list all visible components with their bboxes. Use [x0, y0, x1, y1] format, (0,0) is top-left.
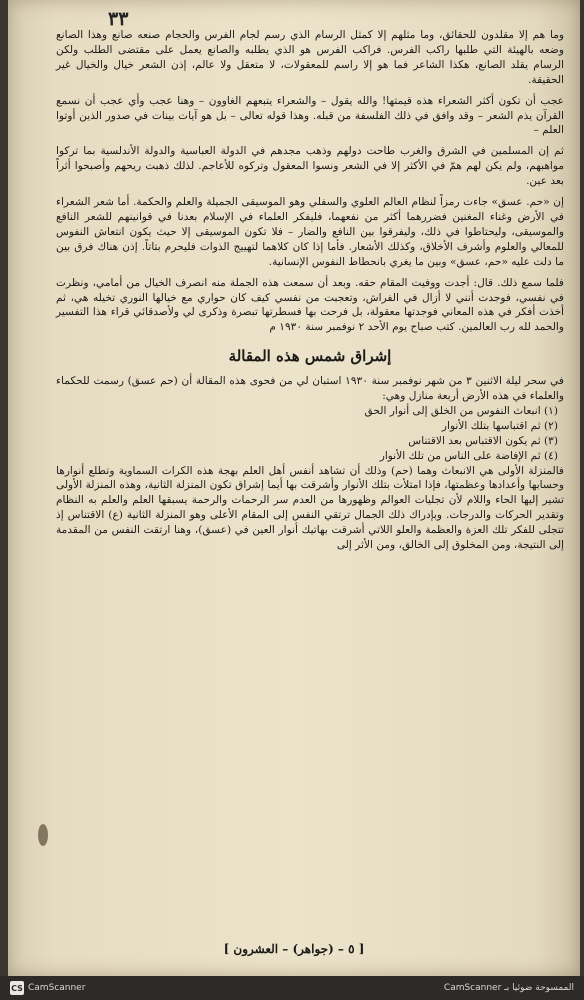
section-intro: في سحر ليلة الاثنين ٣ من شهر نوفمبر سنة ١٩٣٠ استبان لي من فحوى هذه المقالة أن (حم عسق) رسمت للحكماء والعلماء في هذه الأرض أربعة منازل وهي: [56, 375, 565, 403]
list-item: (٣) ثم يكون الاقتباس بعد الاقتناس [408, 434, 558, 447]
scanner-brand-label: CamScanner [28, 983, 86, 993]
document-page [8, 0, 580, 976]
list-item: (١) انبعاث النفوس من الخلق إلى أنوار الحق [364, 404, 558, 417]
page-footer: [ ٥ – (جواهر) – العشرون ] [223, 942, 365, 956]
scanner-watermark-bar [0, 976, 584, 1000]
scanner-watermark-text: الممسوحة ضوئيا بـ CamScanner [443, 983, 574, 993]
body-text [56, 28, 564, 553]
list-item: (٢) ثم اقتباسها بتلك الأنوار [441, 419, 558, 432]
binding-hole [38, 824, 48, 846]
paragraph: إن «حم. عسق» جاءت رمزاً لنظام العالم العلوي والسفلي وهو الموسيقى الجميلة والعلم والحكمة. أما شعر الشعراء في الأرض وغناء المغنين فضررهما أكثر من نفعهما، فليفكر العلماء في الإسلام بعدنا في قوانينهم للشعر النافع والموسيقى، وليحتاطوا في ذلك، وليفرقوا بين النافع والضار – فلا تكون الموسيقى إلا حيث يكون انتعاش النفوس للمعالي والعلوم وأشرف الأخلاق، وكذلك الأشعار. فأما إذا كان كلاهما لتهييج الذوات فليحرم بتاتاً. إذن هناك فرق بين ما دلت عليه «حم، عسق» وبين ما يغري بانحطاط النفوس الإنسانية. [56, 196, 564, 268]
section-title: إشراق شمس هذه المقالة [228, 347, 392, 366]
page-number: ٣٣ [108, 8, 129, 30]
paragraph: وما هم إلا مقلدون للحقائق، وما مثلهم إلا كمثل الرسام الذي رسم لجام الفرس والحجام صنعه صانع وهذا الصانع وضعه بالهيئة التي طلبها راكب الفرس. فراكب الفرس هو الذي يطلبه والصانع يعمل على مقتضى الطلب ولكن الرسام يقلد الصانع، هكذا الشاعر فما هو إلا راسم للمعقولات، لا متعقل ولا عالم، إذن الشعر خيال والخيال غير الحقيقة. [56, 29, 564, 86]
paragraph: ثم إن المسلمين في الشرق والغرب طاحت دولهم وذهب مجدهم في الدولة العباسية والدولة الأندلسية بما تركوا مواهبهم، ولم يكن لهم همّ في الأكثر إلا في الشعر ونسوا المعقول وتركوه للأعاجم. لذلك ذهبت ريحهم وأصبحوا أثراً بعد عين. [56, 145, 564, 188]
list-item: (٤) ثم الإفاضة على الناس من تلك الأنوار [379, 449, 558, 462]
paragraph: فالمنزلة الأولى هي الانبعاث وهما (حم) وذلك أن تشاهد أنفس أهل العلم بهجة هذه الكرات السماوية وتطلع أنوارها وحسابها وأعدادها وعظمتها، فإذا امتلأت بتلك الأنوار وأشرقت بها أيما إشراق تكون المنزلة الثانية، وهذه المنزلة الأولى تشير إليها الحاء واللام لأن تجليات العوالم وظهورها من العدم سر الرحمات والرحمة يسبقها العلم والعلم به النظام وتقدير الحركات والدرجات. وبإدراك ذلك الجمال ترتقي النفس إلى المقام الأعلى وهو المنزلة الثانية (ع) الاقتناس إذ تتجلى للفكر تلك العزة والعظمة والعلو اللاتي أشرقت بهاتيك أنوار العين في (عسق)، وهنا ارتقت النفس من المقدمة إلى النتيجة، ومن المخلوق إلى الخالق، ومن الأثر إلى [56, 464, 564, 552]
stages-list [56, 404, 564, 464]
camscanner-logo-icon: CS [10, 981, 24, 995]
scanner-brand [10, 981, 85, 995]
paragraph: فلما سمع ذلك. قال: أجدت ووفيت المقام حقه. وبعد أن سمعت هذه الجملة منه انصرف الخيال من أمامي، ونظرت في نفسي، فوجدت أنني لا أزال في الفراش، وتعجبت من نفسي كيف كان حواري مع خيالها النوري تخيله هي، ثم أخذت أفكر في هذه المعاني فوجدتها معقولة، بل فرحت بها فسطرتها تبصرة وذكرى لي ولأصدقائي قراء هذا التفسير والحمد لله رب العالمين. كتب صباح يوم الأحد ٢ نوفمبر سنة ١٩٣٠ م [56, 276, 564, 334]
paragraph: عجب أن تكون أكثر الشعراء هذه قيمتها! والله يقول – والشعراء يتبعهم الغاوون – وهنا عجب وأي عجب أن نسمع القرآن يذم الشعر – وقد وافق في ذلك الفلسفة من قبله. وهذا قوله تعالى – بل هو آيات بينات في صدور الذين أوتوا العلم – [56, 94, 564, 137]
